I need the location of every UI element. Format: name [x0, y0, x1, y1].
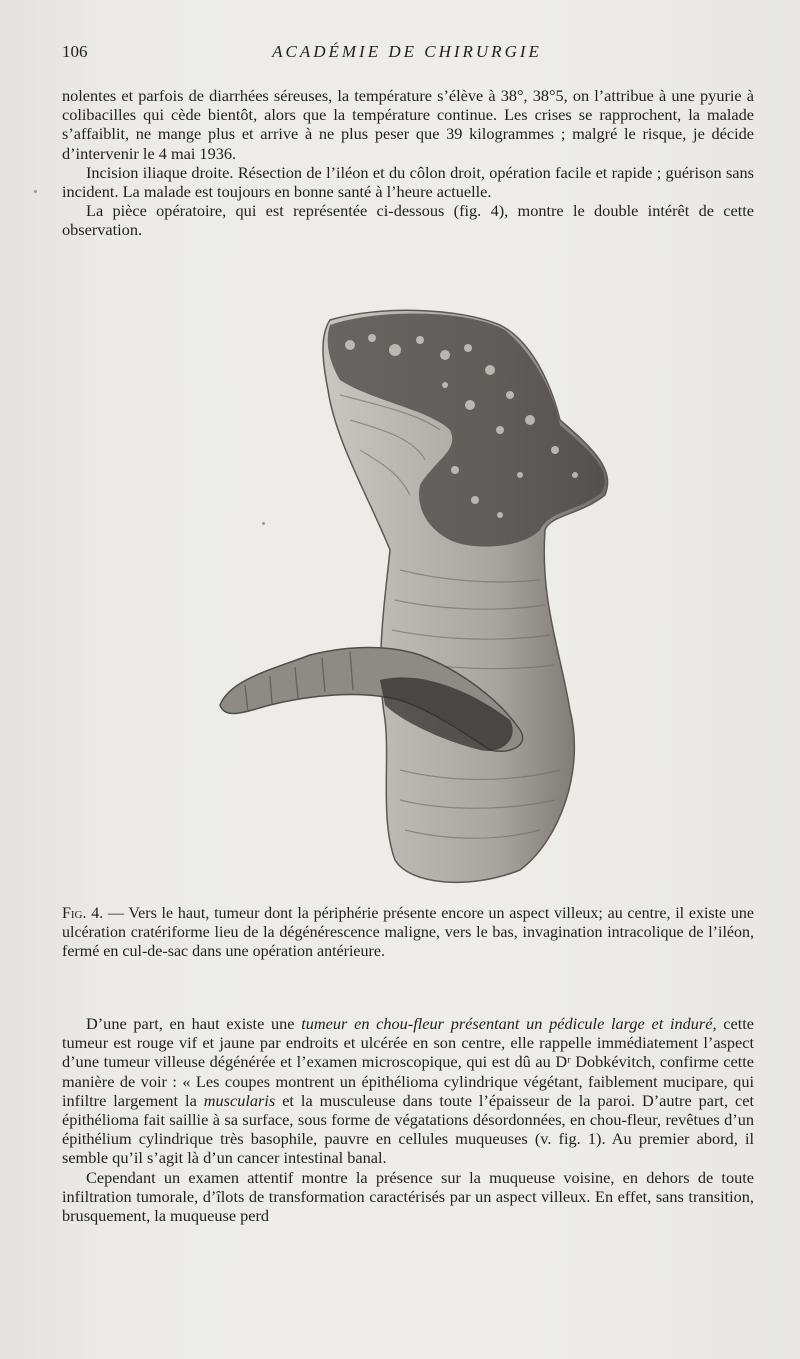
figure-label: Fig. 4.: [62, 905, 104, 922]
paragraph: [62, 1014, 754, 1168]
paragraph: Cependant un examen attentif montre la présence sur la muqueuse voisine, en dehors de toute infiltration tumorale, d’îlots de transformation caractérisés par un aspect villeux. En effet, sans transition, brusquement, la muqueuse perd: [62, 1167, 754, 1226]
top-text-block: [62, 86, 754, 240]
emphasis: tumeur en chou-fleur présentant un pédicule large et induré,: [301, 1014, 717, 1033]
figure-caption: [62, 904, 754, 961]
page-number: 106: [62, 42, 88, 61]
bottom-text-block: [62, 1014, 754, 1225]
paragraph: La pièce opératoire, qui est représentée ci-dessous (fig. 4), montre le double intérêt de cette observation.: [62, 201, 754, 240]
paragraph: nolentes et parfois de diarrhées séreuses, la température s’élève à 38°, 38°5, on l’attribue à une pyurie à colibacilles qui cède bientôt, alors que la température continue. Les crises se rapprochent, la malade s’affaiblit, ne mange plus et arrive à ne plus peser que 39 kilogrammes ; malgré le risque, je décide d’intervenir le 4 mai 1936.: [62, 86, 754, 163]
scan-speck: [34, 190, 37, 193]
running-title: ACADÉMIE DE CHIRURGIE: [272, 42, 542, 61]
figure-4-specimen-photo: [200, 300, 630, 890]
specimen-illustration: [200, 300, 630, 890]
emphasis: muscularis: [203, 1090, 276, 1110]
scan-speck: [262, 522, 265, 525]
caption-text: — Vers le haut, tumeur dont la périphérie présente encore un aspect villeux; au centre, il existe une ulcération cratériforme lieu de la dégénérescence maligne, vers le bas, invagination intracolique de l’iléon, fermé en cul-de-sac dans une opération antérieure.: [62, 905, 754, 960]
text-run: et la musculeuse dans toute l’épaisseur de la paroi. D’autre part, cet épithélioma fait saillie à sa surface, sous forme de végatations désordonnées, en chou-fleur, revêtues d’un épithélium cylindrique très basophile, pauvre en cellules muqueuses (v. fig. 1). Au premier abord, il semble qu’il s’agit là d’un cancer intestinal banal.: [62, 1090, 754, 1168]
text-run: D’une part, en haut existe une: [86, 1014, 302, 1033]
text-run: cette tumeur est rouge vif et jaune par endroits et ulcérée en son centre, elle rappelle immédiatement l’aspect d’une tumeur villeuse dégénérée et l’examen microscopique, qui est dû au Dʳ Dobkévitch, confirme cette manière de voir : « Les coupes montrent un épithélioma cylindrique végétant, faiblement mucipare, qui infiltre largement la: [62, 1014, 754, 1110]
paragraph: Incision iliaque droite. Résection de l’iléon et du côlon droit, opération facile et rapide ; guérison sans incident. La malade est toujours en bonne santé à l’heure actuelle.: [62, 162, 754, 202]
page-header: [62, 42, 752, 66]
